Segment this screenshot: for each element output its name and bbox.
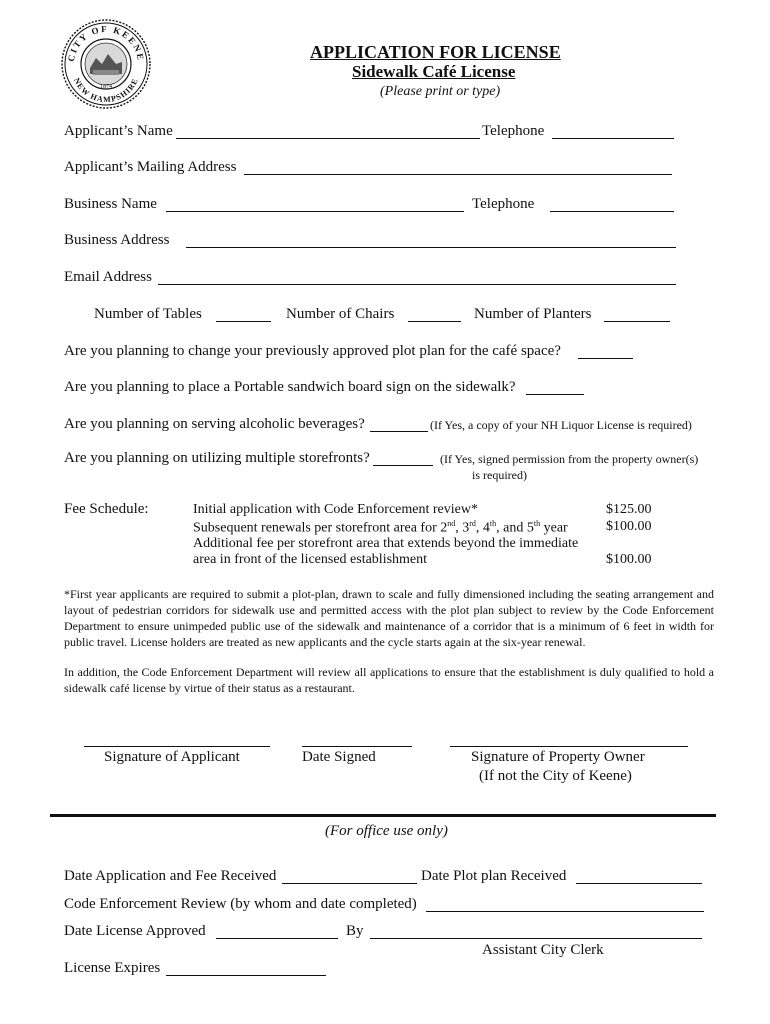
telephone-field[interactable] xyxy=(552,138,674,139)
addition-note: In addition, the Code Enforcement Department will review all applications to ensure that the establishment is duly qualified to hold a sidewalk café license by virtue of their status as a restaurant. xyxy=(64,665,714,695)
storefronts-note-1: (If Yes, signed permission from the property owner(s) xyxy=(440,452,699,466)
owner-signature-line[interactable] xyxy=(450,746,688,747)
applicant-name-field[interactable] xyxy=(176,138,480,139)
by-field[interactable] xyxy=(370,938,702,939)
email-address-label: Email Address xyxy=(64,269,152,285)
assistant-clerk-label: Assistant City Clerk xyxy=(482,942,604,958)
business-address-field[interactable] xyxy=(186,247,676,248)
code-review-field[interactable] xyxy=(426,911,704,912)
email-address-field[interactable] xyxy=(158,284,676,285)
fee-schedule-label: Fee Schedule: xyxy=(64,501,149,517)
storefronts-note-2: is required) xyxy=(472,468,527,482)
sandwich-board-answer[interactable] xyxy=(526,394,584,395)
num-tables-field[interactable] xyxy=(216,321,271,322)
num-chairs-field[interactable] xyxy=(408,321,461,322)
date-received-label: Date Application and Fee Received xyxy=(64,868,277,884)
business-name-field[interactable] xyxy=(166,211,464,212)
applicant-name-label: Applicant’s Name xyxy=(64,123,173,139)
telephone-label: Telephone xyxy=(482,123,545,139)
date-signed-label: Date Signed xyxy=(302,749,376,765)
alcohol-note: (If Yes, a copy of your NH Liquor License is required) xyxy=(430,418,692,432)
fee-initial-amount: $125.00 xyxy=(606,502,652,517)
alcohol-answer[interactable] xyxy=(370,431,428,432)
date-plot-field[interactable] xyxy=(576,883,702,884)
fee-initial-text: Initial application with Code Enforcement review* xyxy=(193,502,478,517)
by-label: By xyxy=(346,923,364,939)
alcohol-question: Are you planning on serving alcoholic beverages? xyxy=(64,416,365,432)
business-telephone-label: Telephone xyxy=(472,196,535,212)
storefronts-answer[interactable] xyxy=(373,465,433,466)
fee-additional-text-2: area in front of the licensed establishment xyxy=(193,552,428,567)
business-name-label: Business Name xyxy=(64,196,157,212)
date-signed-line[interactable] xyxy=(302,746,412,747)
plot-plan-question: Are you planning to change your previously approved plot plan for the café space? xyxy=(64,343,561,359)
date-approved-label: Date License Approved xyxy=(64,923,206,939)
first-year-note: *First year applicants are required to submit a plot-plan, drawn to scale and fully dimensioned including the seating arrangement and layout of pedestrian corridors for sidewalk use and permitted access with the plot plan subject to review by the Code Enforcement Department to ensure unimpeded public use of the sidewalk and maintenance of a corridor that is a minimum of 6 feet in width for public travel. License holders are treated as new applicants and the cycle starts again at the six-year renewal. xyxy=(64,587,714,649)
num-chairs-label: Number of Chairs xyxy=(286,306,395,322)
code-review-label: Code Enforcement Review (by whom and date completed) xyxy=(64,896,417,912)
plot-plan-answer[interactable] xyxy=(578,358,633,359)
date-plot-label: Date Plot plan Received xyxy=(421,868,567,884)
fee-additional-text-1: Additional fee per storefront area that extends beyond the immediate xyxy=(193,536,579,551)
business-address-label: Business Address xyxy=(64,232,170,248)
fee-additional-amount: $100.00 xyxy=(606,552,652,567)
mailing-address-field[interactable] xyxy=(244,174,672,175)
license-expires-field[interactable] xyxy=(166,975,326,976)
date-received-field[interactable] xyxy=(282,883,417,884)
applicant-signature-label: Signature of Applicant xyxy=(104,749,240,765)
num-planters-label: Number of Planters xyxy=(474,306,592,322)
num-tables-label: Number of Tables xyxy=(94,306,202,322)
owner-signature-label: Signature of Property Owner xyxy=(471,749,645,765)
fee-renewal-amount: $100.00 xyxy=(606,519,652,534)
office-heading: (For office use only) xyxy=(325,823,448,839)
date-approved-field[interactable] xyxy=(216,938,338,939)
city-seal xyxy=(60,18,152,110)
city-seal-icon xyxy=(60,18,152,110)
office-divider xyxy=(50,814,716,817)
print-note: (Please print or type) xyxy=(380,84,501,99)
mailing-address-label: Applicant’s Mailing Address xyxy=(64,159,237,175)
sandwich-board-question: Are you planning to place a Portable sandwich board sign on the sidewalk? xyxy=(64,379,516,395)
business-telephone-field[interactable] xyxy=(550,211,674,212)
seal-bottom-text: NEW HAMPSHIRE xyxy=(72,76,140,105)
license-expires-label: License Expires xyxy=(64,960,161,976)
fee-renewal-text: Subsequent renewals per storefront area for 2nd, 3rd, 4th, and 5th year xyxy=(193,519,568,536)
seal-top-text: CITY OF KEENE xyxy=(65,23,147,63)
seal-year: 1874 xyxy=(100,84,112,90)
form-subtitle: Sidewalk Café License xyxy=(352,62,516,81)
form-title: APPLICATION FOR LICENSE xyxy=(310,42,561,62)
num-planters-field[interactable] xyxy=(604,321,670,322)
owner-signature-sublabel: (If not the City of Keene) xyxy=(479,768,632,784)
storefronts-question: Are you planning on utilizing multiple storefronts? xyxy=(64,450,370,466)
applicant-signature-line[interactable] xyxy=(84,746,270,747)
